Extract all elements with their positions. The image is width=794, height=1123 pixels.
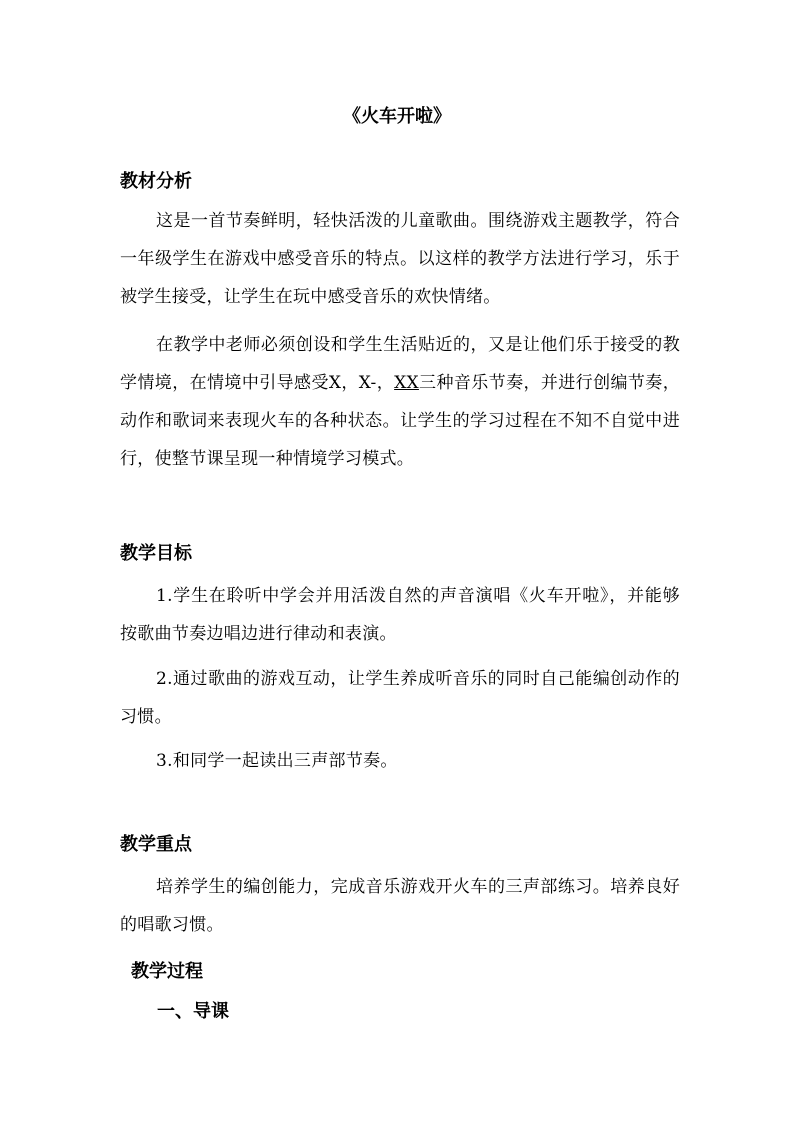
document-title: 《火车开啦》 [343, 106, 451, 127]
heading-goals: 教学目标 [120, 543, 192, 564]
analysis-paragraph-2 [120, 326, 680, 478]
process-step-1-heading: 一、导课 [157, 1001, 229, 1022]
heading-focus: 教学重点 [120, 834, 192, 855]
heading-process: 教学过程 [131, 961, 203, 982]
analysis-p2-text-after: 三种音乐节奏，并进行创编节奏，动作和歌词来表现火车的各种状态。让学生的学习过程在不知不自觉中进行，使整节课呈现一种情境学习模式。 [120, 373, 681, 469]
goal-item-3: 3.和同学一起读出三声部节奏。 [156, 751, 398, 771]
focus-paragraph: 培养学生的编创能力，完成音乐游戏开火车的三声部练习。培养良好的唱歌习惯。 [120, 877, 680, 935]
goal-item-2: 2.通过歌曲的游戏互动，让学生养成听音乐的同时自己能编创动作的习惯。 [120, 669, 680, 727]
analysis-paragraph-1: 这是一首节奏鲜明，轻快活泼的儿童歌曲。围绕游戏主题教学，符合一年级学生在游戏中感受音乐的特点。以这样的教学方法进行学习，乐于被学生接受，让学生在玩中感受音乐的欢快情绪。 [120, 211, 680, 307]
analysis-p2-text-before: 在教学中老师必须创设和学生生活贴近的，又是让他们乐于接受的教学情境，在情境中引导感受X，X-， [120, 335, 680, 393]
goal-item-1: 1.学生在聆听中学会并用活泼自然的声音演唱《火车开啦》，并能够按歌曲节奏边唱边进行律动和表演。 [120, 586, 680, 644]
heading-analysis: 教材分析 [120, 171, 192, 192]
rhythm-xx-underlined: XX [394, 373, 419, 393]
